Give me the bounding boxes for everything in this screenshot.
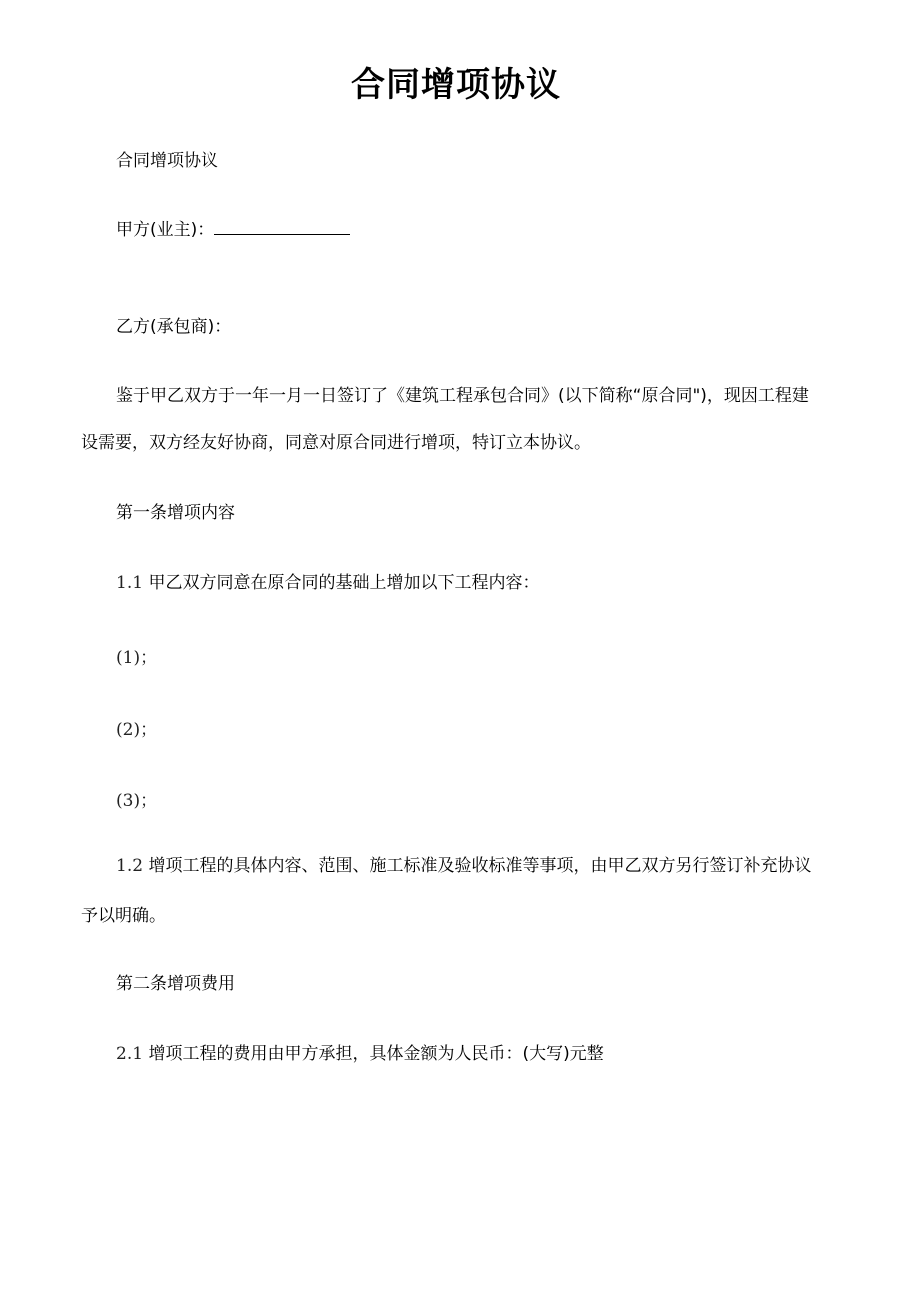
clause-2-1 bbox=[116, 1042, 604, 1066]
preamble-line-2: 设需要，双方经友好协商，同意对原合同进行增项，特订立本协议。 bbox=[81, 433, 591, 453]
clause-2-1-number: 2.1 bbox=[116, 1044, 144, 1064]
clause-1-1-text: 甲乙双方同意在原合同的基础上增加以下工程内容： bbox=[148, 573, 540, 593]
preamble-line-1: 鉴于甲乙双方于一年一月一日签订了《建筑工程承包合同》(以下简称“原合同")，现因工程建 bbox=[116, 386, 809, 406]
article-2-heading: 第二条增项费用 bbox=[116, 974, 235, 994]
party-a-line bbox=[116, 218, 350, 242]
clause-1-1 bbox=[116, 571, 539, 595]
clause-2-1-text: 增项工程的费用由甲方承担，具体金额为人民币：(大写)元整 bbox=[148, 1044, 604, 1064]
list-item: (3)； bbox=[116, 791, 158, 811]
list-item: (1)； bbox=[116, 648, 158, 668]
clause-1-2-number: 1.2 bbox=[116, 856, 144, 876]
party-a-blank bbox=[214, 218, 350, 235]
clause-1-2-text: 增项工程的具体内容、范围、施工标准及验收标准等事项，由甲乙双方另行签订补充协议 bbox=[148, 856, 812, 876]
document-title: 合同增项协议 bbox=[351, 65, 561, 105]
party-a-label: 甲方(业主)： bbox=[116, 220, 215, 240]
clause-1-2-line-2: 予以明确。 bbox=[81, 906, 166, 926]
clause-1-1-number: 1.1 bbox=[116, 573, 144, 593]
clause-1-2-line-1 bbox=[116, 854, 811, 878]
party-b-label: 乙方(承包商)： bbox=[116, 317, 232, 337]
list-item: (2)； bbox=[116, 720, 158, 740]
document-subtitle: 合同增项协议 bbox=[116, 151, 218, 171]
article-1-heading: 第一条增项内容 bbox=[116, 503, 235, 523]
